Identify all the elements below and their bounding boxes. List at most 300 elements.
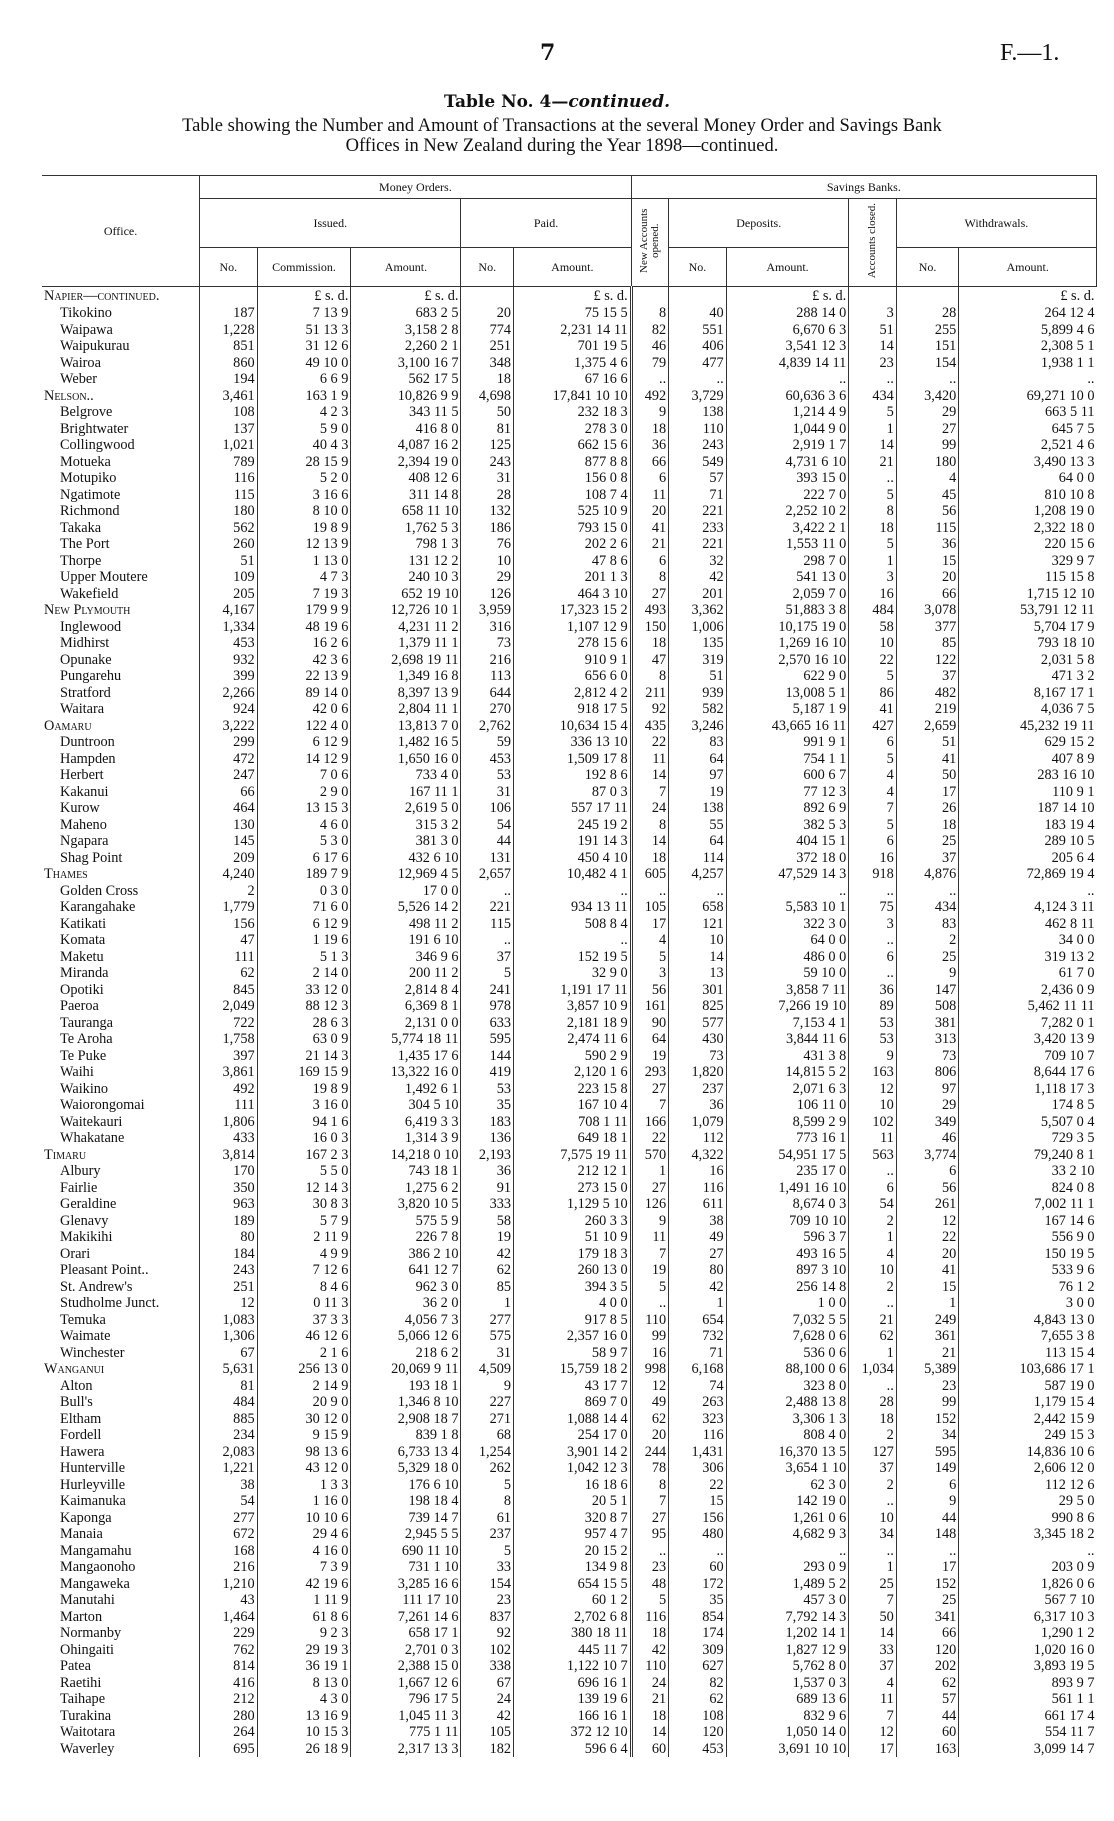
accounts-closed-cell: 62 [849, 1328, 897, 1345]
issued-amount-cell: 3,158 2 8 [351, 322, 461, 339]
issued-amount-cell: 176 6 10 [351, 1477, 461, 1494]
issued-amount-cell: 2,945 5 5 [351, 1526, 461, 1543]
paid-no-cell: 277 [461, 1312, 514, 1329]
withdrawals-no-cell: 36 [896, 536, 959, 553]
new-accounts-cell: 6 [631, 553, 669, 570]
deposits-amount-cell: 832 9 6 [726, 1708, 849, 1725]
withdrawals-amount-cell: 5,507 0 4 [959, 1114, 1097, 1131]
office-name: Te Aroha [60, 1031, 113, 1047]
issued-amount-cell: 1,650 16 0 [351, 751, 461, 768]
commission-cell: 94 1 6 [257, 1114, 351, 1131]
deposits-amount-cell: 1,050 14 0 [726, 1724, 849, 1741]
table-row [42, 553, 1097, 570]
office-name: Kaimanuka [60, 1493, 126, 1509]
paid-amount-cell: 2,812 4 2 [514, 685, 632, 702]
withdrawals-no-cell: 147 [896, 982, 959, 999]
withdrawals-no-cell: 508 [896, 998, 959, 1015]
commission-cell: 63 0 9 [257, 1031, 351, 1048]
issued-amount-cell: 6,419 3 3 [351, 1114, 461, 1131]
commission-cell: 5 7 9 [257, 1213, 351, 1230]
new-accounts-cell: 24 [631, 800, 669, 817]
deposits-no-cell: 627 [669, 1658, 727, 1675]
issued-amount-cell: 2,260 2 1 [351, 338, 461, 355]
accounts-closed-cell: 10 [849, 1097, 897, 1114]
accounts-closed-cell: 36 [849, 982, 897, 999]
deposits-no-cell: 430 [669, 1031, 727, 1048]
issued-no-cell: 243 [200, 1262, 258, 1279]
accounts-closed-cell: 37 [849, 1460, 897, 1477]
issued-no-cell: 1,334 [200, 619, 258, 636]
paid-no-cell: 53 [461, 1081, 514, 1098]
table-row [42, 1427, 1097, 1444]
deposits-amount-cell: 486 0 0 [726, 949, 849, 966]
paid-amount-cell: 152 19 5 [514, 949, 632, 966]
table-row [42, 1378, 1097, 1395]
accounts-closed-cell: 427 [849, 718, 897, 735]
issued-no-cell: 1,806 [200, 1114, 258, 1131]
accounts-closed-cell: 37 [849, 1658, 897, 1675]
office-name: Te Puke [60, 1047, 107, 1064]
issued-amount-cell: 20,069 9 11 [351, 1361, 461, 1378]
office-name: Fordell [60, 1427, 102, 1443]
issued-no-cell: 416 [200, 1675, 258, 1692]
issued-no-cell: 464 [200, 800, 258, 817]
new-accounts-cell: .. [631, 1295, 669, 1312]
withdrawals-amount-cell: 72,869 19 4 [959, 866, 1097, 883]
office-name: Duntroon [60, 734, 115, 750]
table-row [42, 998, 1097, 1015]
withdrawals-amount-cell: 663 5 11 [959, 404, 1097, 421]
office-name: Wakefield [60, 585, 119, 602]
withdrawals-amount-cell: 220 15 6 [959, 536, 1097, 553]
new-accounts-cell: 105 [631, 899, 669, 916]
withdrawals-amount-cell: 1,826 0 6 [959, 1576, 1097, 1593]
paid-no-cell: 1 [461, 1295, 514, 1312]
table-row [42, 899, 1097, 916]
deposits-no-cell: 64 [669, 751, 727, 768]
issued-amount-cell: 416 8 0 [351, 421, 461, 438]
accounts-closed-cell: 1 [849, 1345, 897, 1362]
issued-amount-cell: 690 11 10 [351, 1543, 461, 1560]
office-name: Motupiko [60, 470, 117, 486]
district-row [42, 602, 1097, 619]
issued-amount-cell: 575 5 9 [351, 1213, 461, 1230]
issued-no-cell: 885 [200, 1411, 258, 1428]
issued-no-cell: 168 [200, 1543, 258, 1560]
new-accounts-cell: 1 [631, 1163, 669, 1180]
withdrawals-no-cell: 595 [896, 1444, 959, 1461]
paid-amount-cell: 701 19 5 [514, 338, 632, 355]
issued-header: Issued. [200, 199, 461, 248]
accounts-closed-cell: 484 [849, 602, 897, 619]
paid-no-cell: 62 [461, 1262, 514, 1279]
issued-no-cell: 963 [200, 1196, 258, 1213]
new-accounts-cell: 49 [631, 1394, 669, 1411]
office-name: Ohingaiti [60, 1641, 115, 1658]
withdrawals-no-cell: 28 [896, 305, 959, 322]
issued-amount-cell: 14,218 0 10 [351, 1147, 461, 1164]
office-name: Mangamahu [60, 1542, 132, 1559]
deposits-no-cell: 156 [669, 1510, 727, 1527]
withdrawals-amount-cell: 205 6 4 [959, 850, 1097, 867]
accounts-closed-cell: .. [849, 470, 897, 487]
issued-amount-cell: 962 3 0 [351, 1279, 461, 1296]
new-accounts-cell: 46 [631, 338, 669, 355]
accounts-closed-cell: 17 [849, 1741, 897, 1758]
deposits-no-cell: 477 [669, 355, 727, 372]
new-accounts-cell: 64 [631, 1031, 669, 1048]
commission-cell: 1 16 0 [257, 1493, 351, 1510]
paid-no-cell: 31 [461, 784, 514, 801]
commission-cell: 51 13 3 [257, 322, 351, 339]
accounts-closed-cell: 7 [849, 800, 897, 817]
deposits-no-cell: 14 [669, 949, 727, 966]
accounts-closed-cell: 5 [849, 817, 897, 834]
deposits-amount-cell: 256 14 8 [726, 1279, 849, 1296]
issued-no-cell: 260 [200, 536, 258, 553]
deposits-no-cell: 22 [669, 1477, 727, 1494]
new-accounts-cell: 21 [631, 1691, 669, 1708]
issued-amount-cell: 652 19 10 [351, 586, 461, 603]
new-accounts-cell: 492 [631, 388, 669, 405]
table-row [42, 338, 1097, 355]
accounts-closed-cell: .. [849, 1378, 897, 1395]
office-name: Orari [60, 1245, 91, 1262]
commission-cell: 8 13 0 [257, 1675, 351, 1692]
accounts-closed-cell: .. [849, 1163, 897, 1180]
withdrawals-no-cell: 3,078 [896, 602, 959, 619]
deposits-amount-cell: 1,202 14 1 [726, 1625, 849, 1642]
issued-no-cell: 932 [200, 652, 258, 669]
accounts-closed-cell: 51 [849, 322, 897, 339]
commission-cell: 2 14 0 [257, 965, 351, 982]
accounts-closed-cell: 16 [849, 586, 897, 603]
table-row [42, 1345, 1097, 1362]
paid-no-cell: 221 [461, 899, 514, 916]
issued-amount-cell: 2,908 18 7 [351, 1411, 461, 1428]
paid-amount-cell: 320 8 7 [514, 1510, 632, 1527]
paid-no-cell: 183 [461, 1114, 514, 1131]
issued-no-cell: 814 [200, 1658, 258, 1675]
unit-cell [849, 287, 897, 306]
office-name: Temuka [60, 1311, 106, 1328]
deposits-amount-cell: 897 3 10 [726, 1262, 849, 1279]
table-row [42, 1229, 1097, 1246]
deposits-no-cell: 4,257 [669, 866, 727, 883]
page-number: 7 [540, 40, 556, 66]
new-accounts-cell: 12 [631, 1378, 669, 1395]
table-row [42, 1510, 1097, 1527]
accounts-closed-cell: 4 [849, 784, 897, 801]
deposits-no-cell: 480 [669, 1526, 727, 1543]
deposits-no-cell: 19 [669, 784, 727, 801]
accounts-closed-cell: 34 [849, 1526, 897, 1543]
table-description [42, 116, 1082, 156]
commission-header: Commission. [257, 248, 351, 287]
deposits-amount-cell: 7,153 4 1 [726, 1015, 849, 1032]
new-accounts-cell: 6 [631, 470, 669, 487]
deposits-amount-cell: 7,266 19 10 [726, 998, 849, 1015]
table-title [0, 92, 1114, 112]
paid-no-cell: 5 [461, 965, 514, 982]
paid-amount-cell: 20 5 1 [514, 1493, 632, 1510]
issued-amount-header: Amount. [351, 248, 461, 287]
new-accounts-cell: 19 [631, 1262, 669, 1279]
issued-no-cell: 109 [200, 569, 258, 586]
commission-cell: 37 3 3 [257, 1312, 351, 1329]
issued-no-cell: 187 [200, 305, 258, 322]
issued-no-cell: 38 [200, 1477, 258, 1494]
withdrawals-no-cell: 149 [896, 1460, 959, 1477]
new-accounts-cell: 56 [631, 982, 669, 999]
commission-cell: 9 2 3 [257, 1625, 351, 1642]
new-accounts-cell: 27 [631, 1510, 669, 1527]
issued-amount-cell: 218 6 2 [351, 1345, 461, 1362]
table-row [42, 932, 1097, 949]
table-row [42, 635, 1097, 652]
deposits-no-cell: 35 [669, 1592, 727, 1609]
paid-no-cell: 18 [461, 371, 514, 388]
paid-amount-cell: 47 8 6 [514, 553, 632, 570]
issued-no-cell: 3,461 [200, 388, 258, 405]
table-row [42, 965, 1097, 982]
table-row [42, 1411, 1097, 1428]
paid-no-cell: 978 [461, 998, 514, 1015]
accounts-closed-cell: .. [849, 965, 897, 982]
deposits-no-cell: 549 [669, 454, 727, 471]
withdrawals-amount-cell: 1,938 1 1 [959, 355, 1097, 372]
withdrawals-amount-cell: 33 2 10 [959, 1163, 1097, 1180]
paid-amount-cell: 32 9 0 [514, 965, 632, 982]
paid-no-cell: 131 [461, 850, 514, 867]
paid-amount-cell: 464 3 10 [514, 586, 632, 603]
paid-amount-cell: 58 9 7 [514, 1345, 632, 1362]
paid-no-cell: 1,254 [461, 1444, 514, 1461]
deposits-amount-cell: 60,636 3 6 [726, 388, 849, 405]
deposits-amount-cell: 1 0 0 [726, 1295, 849, 1312]
commission-cell: 42 3 6 [257, 652, 351, 669]
withdrawals-amount-cell: 587 19 0 [959, 1378, 1097, 1395]
issued-no-cell: 111 [200, 1097, 258, 1114]
withdrawals-amount-cell: 112 12 6 [959, 1477, 1097, 1494]
new-accounts-cell: .. [631, 371, 669, 388]
withdrawals-amount-cell: 6,317 10 3 [959, 1609, 1097, 1626]
withdrawals-no-cell: 202 [896, 1658, 959, 1675]
issued-amount-cell: 1,349 16 8 [351, 668, 461, 685]
deposits-amount-cell: 1,044 9 0 [726, 421, 849, 438]
issued-amount-cell: 198 18 4 [351, 1493, 461, 1510]
issued-amount-cell: 131 12 2 [351, 553, 461, 570]
deposits-amount-cell: 709 10 10 [726, 1213, 849, 1230]
new-accounts-cell: 24 [631, 1675, 669, 1692]
paid-amount-cell: 156 0 8 [514, 470, 632, 487]
table-row [42, 1064, 1097, 1081]
deposits-amount-cell: 2,488 13 8 [726, 1394, 849, 1411]
office-name: Waitotara [60, 1724, 116, 1740]
commission-cell: 5 3 0 [257, 833, 351, 850]
deposits-amount-cell: 1,214 4 9 [726, 404, 849, 421]
deposits-no-cell: 1,431 [669, 1444, 727, 1461]
office-name: Turakina [60, 1707, 112, 1724]
deposits-amount-cell: 298 7 0 [726, 553, 849, 570]
accounts-closed-cell: 102 [849, 1114, 897, 1131]
deposits-no-cell: 10 [669, 932, 727, 949]
commission-cell: 28 15 9 [257, 454, 351, 471]
accounts-closed-cell: .. [849, 883, 897, 900]
withdrawals-no-cell: 15 [896, 1279, 959, 1296]
paid-no-cell: 24 [461, 1691, 514, 1708]
paid-no-cell: 132 [461, 503, 514, 520]
deposits-no-cell: 4,322 [669, 1147, 727, 1164]
issued-no-cell: 4,167 [200, 602, 258, 619]
commission-cell: 2 14 9 [257, 1378, 351, 1395]
office-name: Waipawa [60, 321, 113, 338]
deposits-no-cell: 233 [669, 520, 727, 537]
issued-no-cell: 695 [200, 1741, 258, 1758]
withdrawals-amount-cell: 2,442 15 9 [959, 1411, 1097, 1428]
deposits-no-cell: 60 [669, 1559, 727, 1576]
deposits-amount-cell: 293 0 9 [726, 1559, 849, 1576]
commission-cell: 1 19 6 [257, 932, 351, 949]
office-name: Motueka [60, 453, 111, 470]
deposits-no-cell: 74 [669, 1378, 727, 1395]
district-row [42, 866, 1097, 883]
withdrawals-no-cell: 152 [896, 1411, 959, 1428]
accounts-closed-cell: 9 [849, 1048, 897, 1065]
commission-cell: 256 13 0 [257, 1361, 351, 1378]
accounts-closed-cell: 16 [849, 850, 897, 867]
deposits-amount-cell: 892 6 9 [726, 800, 849, 817]
deposits-no-cell: 38 [669, 1213, 727, 1230]
deposits-amount-cell: 536 0 6 [726, 1345, 849, 1362]
deposits-amount-cell: 62 3 0 [726, 1477, 849, 1494]
paid-no-cell: 8 [461, 1493, 514, 1510]
issued-amount-cell: 191 6 10 [351, 932, 461, 949]
office-name: Taihape [60, 1691, 106, 1707]
issued-no-cell: 43 [200, 1592, 258, 1609]
commission-cell: 179 9 9 [257, 602, 351, 619]
accounts-closed-cell: 1 [849, 553, 897, 570]
table-row [42, 371, 1097, 388]
new-accounts-cell: 998 [631, 1361, 669, 1378]
withdrawals-no-cell: 99 [896, 437, 959, 454]
deposits-amount-cell: 323 8 0 [726, 1378, 849, 1395]
commission-cell: 6 6 9 [257, 371, 351, 388]
office-name: Kurow [60, 800, 100, 816]
accounts-closed-cell: 12 [849, 1724, 897, 1741]
deposits-amount-cell: 5,762 8 0 [726, 1658, 849, 1675]
paid-no-cell: 251 [461, 338, 514, 355]
deposits-no-cell: 319 [669, 652, 727, 669]
commission-cell: 4 7 3 [257, 569, 351, 586]
issued-amount-cell: 1,482 16 5 [351, 734, 461, 751]
office-name: Belgrove [60, 404, 113, 420]
paid-amount-cell: 1,191 17 11 [514, 982, 632, 999]
office-name: Normanby [60, 1625, 122, 1641]
withdrawals-no-cell: 25 [896, 833, 959, 850]
table-row [42, 668, 1097, 685]
office-name: Hurleyville [60, 1476, 126, 1493]
table-row [42, 751, 1097, 768]
deposits-amount-cell: 10,175 19 0 [726, 619, 849, 636]
commission-cell: 0 11 3 [257, 1295, 351, 1312]
deposits-amount-cell: 1,827 12 9 [726, 1642, 849, 1659]
paid-amount-cell: 934 13 11 [514, 899, 632, 916]
office-name: The Port [60, 536, 110, 552]
new-accounts-cell: 8 [631, 668, 669, 685]
paid-no-cell: 9 [461, 1378, 514, 1395]
accounts-closed-cell: 54 [849, 1196, 897, 1213]
accounts-closed-cell: 6 [849, 949, 897, 966]
deposits-amount-cell: 3,654 1 10 [726, 1460, 849, 1477]
accounts-closed-cell: 86 [849, 685, 897, 702]
commission-cell: 12 14 3 [257, 1180, 351, 1197]
deposits-no-cell: 114 [669, 850, 727, 867]
accounts-closed-cell: 4 [849, 1246, 897, 1263]
accounts-closed-cell: 14 [849, 1625, 897, 1642]
deposits-amount-cell: 1,491 16 10 [726, 1180, 849, 1197]
table-row [42, 1477, 1097, 1494]
new-accounts-cell: 17 [631, 916, 669, 933]
office-name: Paeroa [60, 998, 99, 1014]
withdrawals-no-cell: 73 [896, 1048, 959, 1065]
issued-no-cell: 137 [200, 421, 258, 438]
withdrawals-no-cell: 122 [896, 652, 959, 669]
issued-amount-cell: 562 17 5 [351, 371, 461, 388]
issued-no-cell: 845 [200, 982, 258, 999]
paid-no-cell: 243 [461, 454, 514, 471]
table-row [42, 1526, 1097, 1543]
new-accounts-cell: 14 [631, 1724, 669, 1741]
withdrawals-amount-cell: 187 14 10 [959, 800, 1097, 817]
new-accounts-cell: 7 [631, 784, 669, 801]
withdrawals-no-cell: 41 [896, 751, 959, 768]
deposits-no-cell: 80 [669, 1262, 727, 1279]
withdrawals-amount-cell: 629 15 2 [959, 734, 1097, 751]
paid-no-cell: 575 [461, 1328, 514, 1345]
issued-no-cell: 453 [200, 635, 258, 652]
table-row [42, 685, 1097, 702]
office-name: Inglewood [60, 618, 122, 635]
new-accounts-cell: 18 [631, 635, 669, 652]
office-name: Eltham [60, 1410, 102, 1427]
table-row [42, 1724, 1097, 1741]
paid-no-cell: .. [461, 883, 514, 900]
withdrawals-amount-cell: 14,836 10 6 [959, 1444, 1097, 1461]
deposits-amount-cell: 4,839 14 11 [726, 355, 849, 372]
issued-amount-cell: 408 12 6 [351, 470, 461, 487]
withdrawals-amount-cell: 4,124 3 11 [959, 899, 1097, 916]
new-accounts-cell: 3 [631, 965, 669, 982]
issued-no-cell: 130 [200, 817, 258, 834]
withdrawals-no-cell: 66 [896, 586, 959, 603]
unit-cell: £ s. d. [959, 287, 1097, 306]
withdrawals-no-cell: 44 [896, 1510, 959, 1527]
paid-amount-cell: 654 15 5 [514, 1576, 632, 1593]
issued-no-cell: 1,210 [200, 1576, 258, 1593]
commission-cell: 5 1 3 [257, 949, 351, 966]
issued-amount-cell: 4,231 11 2 [351, 619, 461, 636]
issued-no-cell: 194 [200, 371, 258, 388]
paid-no-cell: 633 [461, 1015, 514, 1032]
withdrawals-no-cell: 56 [896, 1180, 959, 1197]
accounts-closed-cell: 1 [849, 421, 897, 438]
issued-no-cell: 280 [200, 1708, 258, 1725]
commission-cell: 48 19 6 [257, 619, 351, 636]
deposits-amount-cell: 8,599 2 9 [726, 1114, 849, 1131]
deposits-no-cell: 83 [669, 734, 727, 751]
issued-no-cell: 54 [200, 1493, 258, 1510]
